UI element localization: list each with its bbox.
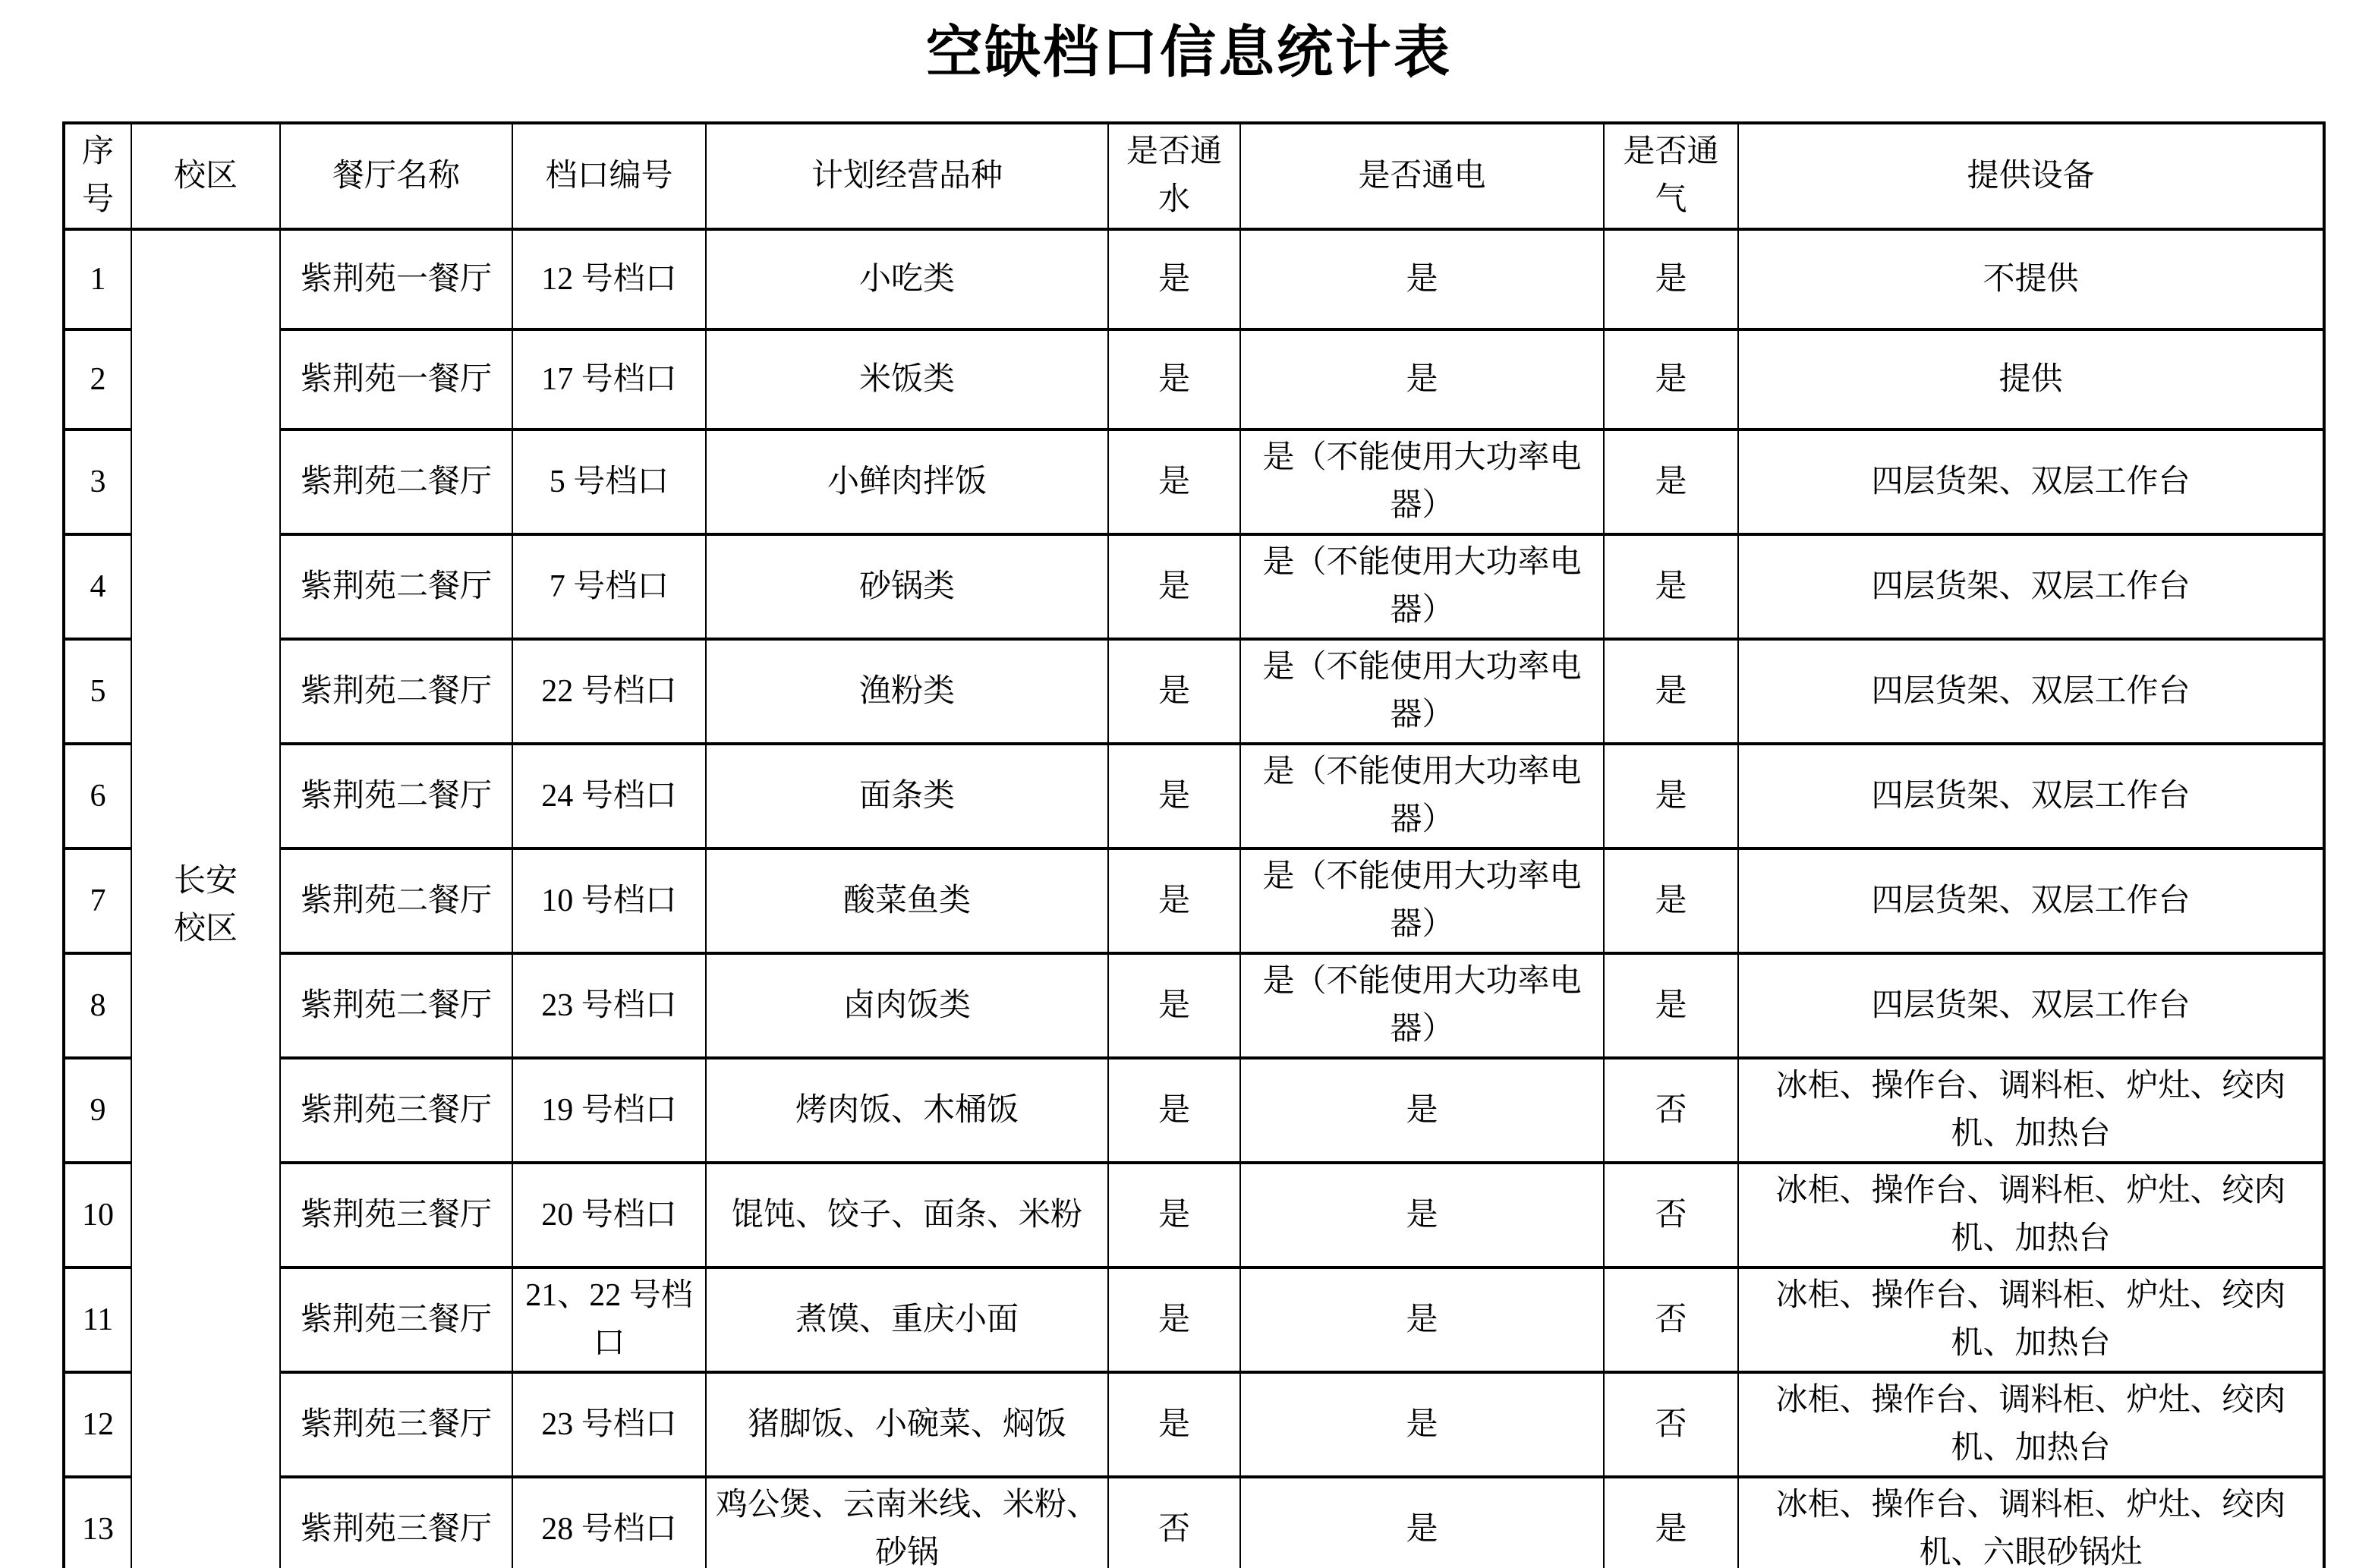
cell-category: 面条类 bbox=[706, 744, 1108, 849]
cell-equipment: 冰柜、操作台、调料柜、炉灶、绞肉机、六眼砂锅灶 bbox=[1738, 1477, 2324, 1568]
table-row bbox=[64, 849, 2324, 953]
cell-equipment: 四层货架、双层工作台 bbox=[1738, 849, 2324, 953]
cell-water: 是 bbox=[1108, 1163, 1240, 1267]
cell-serial: 11 bbox=[64, 1267, 131, 1372]
cell-category: 酸菜鱼类 bbox=[706, 849, 1108, 953]
cell-stall: 28 号档口 bbox=[512, 1477, 706, 1568]
cell-water: 是 bbox=[1108, 430, 1240, 534]
cell-gas: 是 bbox=[1604, 953, 1738, 1058]
table-row bbox=[64, 1058, 2324, 1163]
cell-stall: 23 号档口 bbox=[512, 1372, 706, 1477]
cell-equipment: 冰柜、操作台、调料柜、炉灶、绞肉机、加热台 bbox=[1738, 1267, 2324, 1372]
cell-water: 是 bbox=[1108, 534, 1240, 639]
cell-gas: 是 bbox=[1604, 1477, 1738, 1568]
cell-water: 是 bbox=[1108, 953, 1240, 1058]
cell-restaurant: 紫荆苑三餐厅 bbox=[280, 1163, 512, 1267]
cell-electric: 是（不能使用大功率电器） bbox=[1240, 430, 1604, 534]
cell-equipment: 四层货架、双层工作台 bbox=[1738, 639, 2324, 744]
cell-category: 小鲜肉拌饭 bbox=[706, 430, 1108, 534]
cell-water: 是 bbox=[1108, 849, 1240, 953]
cell-gas: 否 bbox=[1604, 1372, 1738, 1477]
cell-stall: 20 号档口 bbox=[512, 1163, 706, 1267]
cell-restaurant: 紫荆苑一餐厅 bbox=[280, 329, 512, 430]
cell-equipment: 四层货架、双层工作台 bbox=[1738, 430, 2324, 534]
table-row bbox=[64, 534, 2324, 639]
cell-serial: 12 bbox=[64, 1372, 131, 1477]
cell-category: 小吃类 bbox=[706, 229, 1108, 329]
cell-gas: 否 bbox=[1604, 1267, 1738, 1372]
cell-category: 渔粉类 bbox=[706, 639, 1108, 744]
table-row bbox=[64, 639, 2324, 744]
column-header-serial: 序号 bbox=[64, 123, 131, 229]
cell-electric: 是（不能使用大功率电器） bbox=[1240, 849, 1604, 953]
cell-restaurant: 紫荆苑三餐厅 bbox=[280, 1477, 512, 1568]
cell-category: 煮馍、重庆小面 bbox=[706, 1267, 1108, 1372]
cell-stall: 17 号档口 bbox=[512, 329, 706, 430]
cell-equipment: 四层货架、双层工作台 bbox=[1738, 953, 2324, 1058]
cell-equipment: 提供 bbox=[1738, 329, 2324, 430]
cell-serial: 2 bbox=[64, 329, 131, 430]
table-row bbox=[64, 1163, 2324, 1267]
column-header-equipment: 提供设备 bbox=[1738, 123, 2324, 229]
cell-water: 是 bbox=[1108, 744, 1240, 849]
cell-electric: 是 bbox=[1240, 1372, 1604, 1477]
column-header-gas: 是否通气 bbox=[1604, 123, 1738, 229]
cell-stall: 22 号档口 bbox=[512, 639, 706, 744]
table-row bbox=[64, 744, 2324, 849]
cell-serial: 10 bbox=[64, 1163, 131, 1267]
table-header-row bbox=[64, 123, 2324, 229]
cell-water: 是 bbox=[1108, 229, 1240, 329]
column-header-restaurant: 餐厅名称 bbox=[280, 123, 512, 229]
cell-equipment: 冰柜、操作台、调料柜、炉灶、绞肉机、加热台 bbox=[1738, 1058, 2324, 1163]
table-row bbox=[64, 953, 2324, 1058]
cell-electric: 是 bbox=[1240, 1163, 1604, 1267]
column-header-campus: 校区 bbox=[131, 123, 280, 229]
cell-serial: 7 bbox=[64, 849, 131, 953]
cell-serial: 5 bbox=[64, 639, 131, 744]
cell-serial: 4 bbox=[64, 534, 131, 639]
cell-restaurant: 紫荆苑二餐厅 bbox=[280, 744, 512, 849]
cell-restaurant: 紫荆苑二餐厅 bbox=[280, 534, 512, 639]
cell-gas: 是 bbox=[1604, 534, 1738, 639]
cell-restaurant: 紫荆苑一餐厅 bbox=[280, 229, 512, 329]
page-title: 空缺档口信息统计表 bbox=[926, 22, 1452, 84]
campus-label: 长安校区 bbox=[173, 864, 238, 946]
column-header-stall: 档口编号 bbox=[512, 123, 706, 229]
cell-water: 是 bbox=[1108, 329, 1240, 430]
column-header-category: 计划经营品种 bbox=[706, 123, 1108, 229]
cell-stall: 7 号档口 bbox=[512, 534, 706, 639]
cell-electric: 是 bbox=[1240, 229, 1604, 329]
cell-serial: 8 bbox=[64, 953, 131, 1058]
cell-electric: 是（不能使用大功率电器） bbox=[1240, 953, 1604, 1058]
cell-restaurant: 紫荆苑二餐厅 bbox=[280, 639, 512, 744]
cell-category: 米饭类 bbox=[706, 329, 1108, 430]
cell-restaurant: 紫荆苑二餐厅 bbox=[280, 430, 512, 534]
cell-category: 卤肉饭类 bbox=[706, 953, 1108, 1058]
cell-stall: 10 号档口 bbox=[512, 849, 706, 953]
cell-stall: 5 号档口 bbox=[512, 430, 706, 534]
cell-equipment: 四层货架、双层工作台 bbox=[1738, 744, 2324, 849]
cell-electric: 是 bbox=[1240, 1058, 1604, 1163]
cell-category: 鸡公煲、云南米线、米粉、砂锅 bbox=[706, 1477, 1108, 1568]
cell-water: 是 bbox=[1108, 1372, 1240, 1477]
cell-category: 烤肉饭、木桶饭 bbox=[706, 1058, 1108, 1163]
cell-equipment: 不提供 bbox=[1738, 229, 2324, 329]
table-row bbox=[64, 430, 2324, 534]
cell-gas: 是 bbox=[1604, 849, 1738, 953]
cell-equipment: 冰柜、操作台、调料柜、炉灶、绞肉机、加热台 bbox=[1738, 1163, 2324, 1267]
column-header-water: 是否通水 bbox=[1108, 123, 1240, 229]
cell-restaurant: 紫荆苑三餐厅 bbox=[280, 1372, 512, 1477]
cell-water: 是 bbox=[1108, 639, 1240, 744]
cell-gas: 是 bbox=[1604, 639, 1738, 744]
cell-electric: 是（不能使用大功率电器） bbox=[1240, 744, 1604, 849]
cell-water: 是 bbox=[1108, 1058, 1240, 1163]
cell-serial: 13 bbox=[64, 1477, 131, 1568]
cell-electric: 是（不能使用大功率电器） bbox=[1240, 534, 1604, 639]
cell-gas: 否 bbox=[1604, 1163, 1738, 1267]
cell-campus bbox=[131, 229, 280, 1568]
cell-electric: 是 bbox=[1240, 1267, 1604, 1372]
cell-stall: 19 号档口 bbox=[512, 1058, 706, 1163]
cell-gas: 否 bbox=[1604, 1058, 1738, 1163]
cell-stall: 12 号档口 bbox=[512, 229, 706, 329]
cell-serial: 3 bbox=[64, 430, 131, 534]
cell-restaurant: 紫荆苑二餐厅 bbox=[280, 849, 512, 953]
cell-stall: 23 号档口 bbox=[512, 953, 706, 1058]
cell-restaurant: 紫荆苑三餐厅 bbox=[280, 1058, 512, 1163]
cell-restaurant: 紫荆苑三餐厅 bbox=[280, 1267, 512, 1372]
cell-restaurant: 紫荆苑二餐厅 bbox=[280, 953, 512, 1058]
cell-category: 馄饨、饺子、面条、米粉 bbox=[706, 1163, 1108, 1267]
column-header-electric: 是否通电 bbox=[1240, 123, 1604, 229]
cell-serial: 6 bbox=[64, 744, 131, 849]
cell-category: 猪脚饭、小碗菜、焖饭 bbox=[706, 1372, 1108, 1477]
cell-serial: 1 bbox=[64, 229, 131, 329]
cell-electric: 是 bbox=[1240, 1477, 1604, 1568]
cell-water: 是 bbox=[1108, 1267, 1240, 1372]
table-row bbox=[64, 229, 2324, 329]
table-row bbox=[64, 1477, 2324, 1568]
cell-gas: 是 bbox=[1604, 229, 1738, 329]
cell-equipment: 冰柜、操作台、调料柜、炉灶、绞肉机、加热台 bbox=[1738, 1372, 2324, 1477]
cell-electric: 是（不能使用大功率电器） bbox=[1240, 639, 1604, 744]
cell-category: 砂锅类 bbox=[706, 534, 1108, 639]
cell-electric: 是 bbox=[1240, 329, 1604, 430]
cell-gas: 是 bbox=[1604, 430, 1738, 534]
cell-gas: 是 bbox=[1604, 329, 1738, 430]
cell-stall: 24 号档口 bbox=[512, 744, 706, 849]
table-row bbox=[64, 1372, 2324, 1477]
cell-equipment: 四层货架、双层工作台 bbox=[1738, 534, 2324, 639]
stall-info-table bbox=[62, 121, 2326, 1568]
cell-gas: 是 bbox=[1604, 744, 1738, 849]
cell-stall: 21、22 号档口 bbox=[512, 1267, 706, 1372]
table-row bbox=[64, 329, 2324, 430]
table-row bbox=[64, 1267, 2324, 1372]
cell-water: 否 bbox=[1108, 1477, 1240, 1568]
cell-serial: 9 bbox=[64, 1058, 131, 1163]
